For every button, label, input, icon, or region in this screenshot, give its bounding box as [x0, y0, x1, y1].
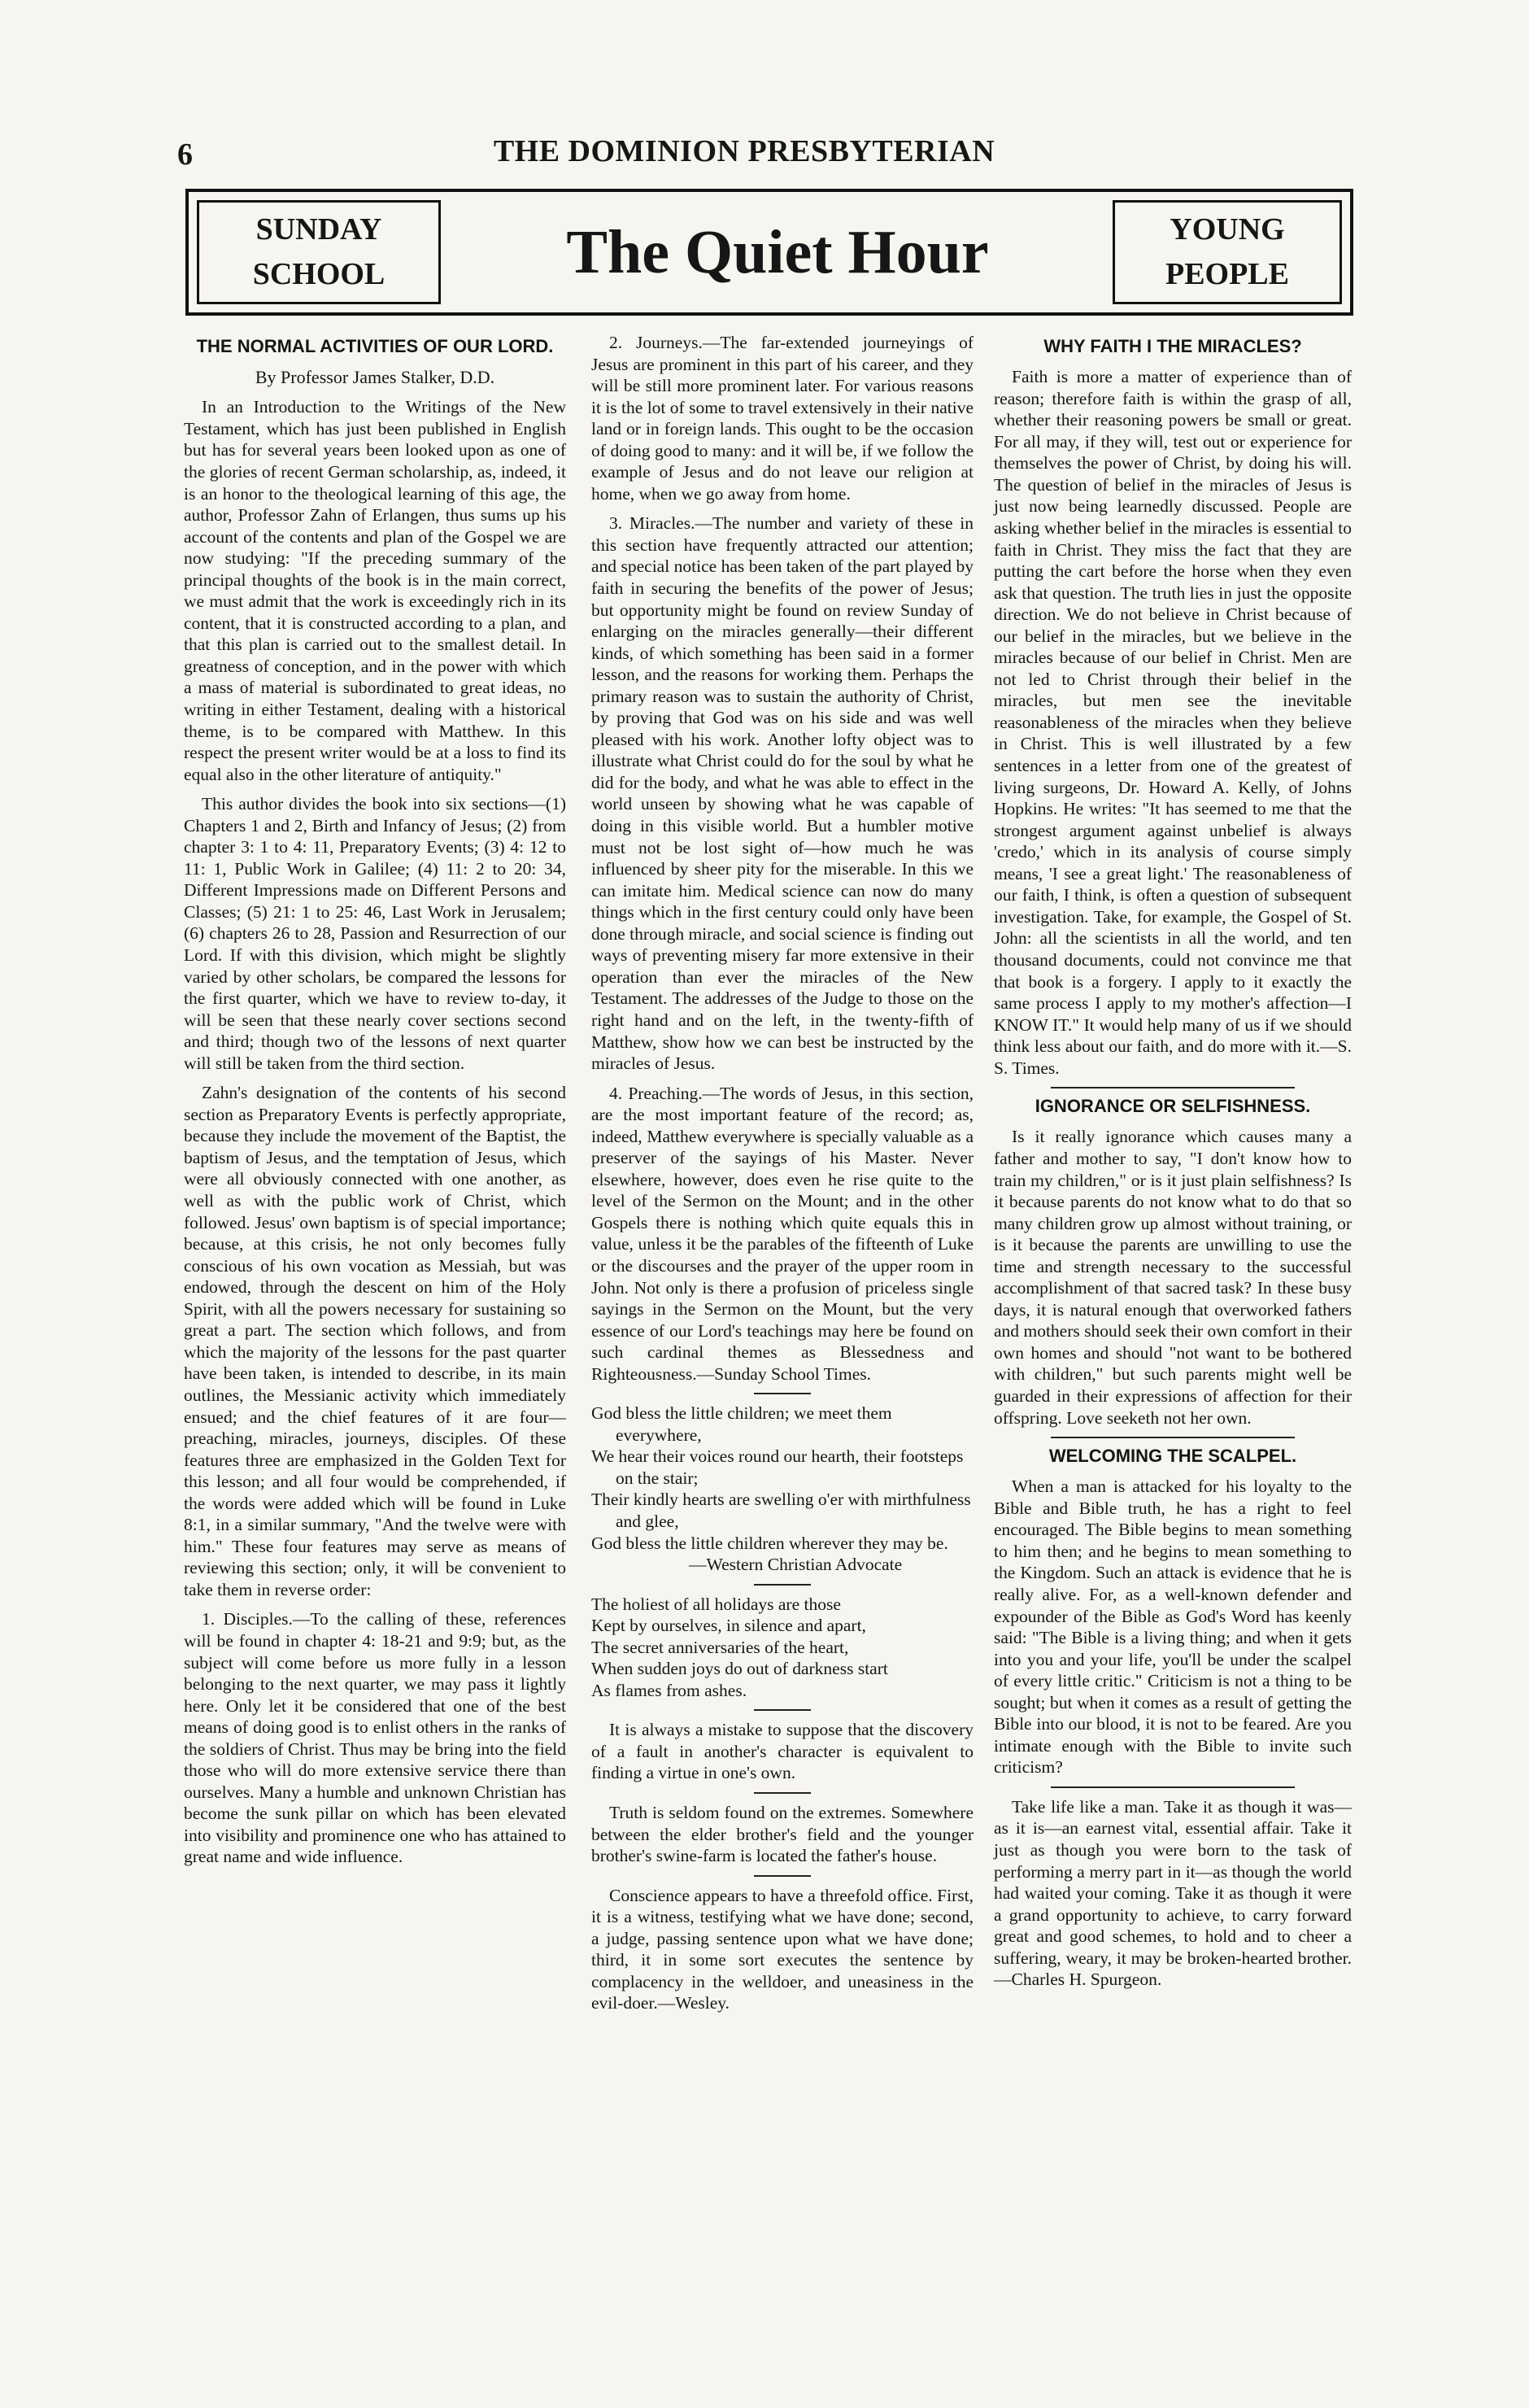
poem-holidays: [591, 1594, 974, 1702]
page-number: 6: [177, 137, 193, 172]
banner-title: The Quiet Hour: [566, 217, 989, 286]
article-paragraph: 4. Preaching.—The words of Jesus, in this section, are the most important feature of the record; as, indeed, Matthew everywhere is specially valuable as a preserver of the sayings of his Master. Never elsewhere, however, does even he rise quite to the level of the Sermon on the Mount; and in the other Gospels there is nothing which quite equals this in value, unless it be the parables of the fifteenth of Luke or the discourses and the prayer of the upper room in John. Not only is there a profusion of priceless single sayings in the Sermon on the Mount, but the very essence of our Lord's teachings may here be found on such cardinal themes as Blessedness and Righteousness.—Sunday School Times.: [591, 1083, 974, 1384]
column-3: [994, 332, 1352, 1999]
article-headline: WELCOMING THE SCALPEL.: [1048, 1446, 1297, 1467]
article-paragraph: Is it really ignorance which causes many a father and mother to say, "I don't know how to train my children," or is it just plain selfishness? Is it because parents do not know what to do that so many children grow up almost without training, or is it because the parents are unwilling to use the time and strength necessary to the successful accomplishment of that sacred task? In these busy days, it is natural enough that overworked fathers and mothers should seek their own comfort in their own homes and should "not want to be bothered with children," but such parents might well be guarded in their expressions of affection for their offspring. Love seeketh not her own.: [994, 1127, 1352, 1428]
poem-line: God bless the little children; we meet them everywhere,: [591, 1403, 892, 1445]
section-banner: [185, 189, 1353, 316]
poem-line: Their kindly hearts are swelling o'er with mirthfulness and glee,: [591, 1490, 971, 1531]
banner-left-line1: SUNDAY: [255, 212, 382, 246]
poem-line: Kept by ourselves, in silence and apart,: [591, 1616, 866, 1636]
article-paragraph: This author divides the book into six sections—(1) Chapters 1 and 2, Birth and Infancy of Jesus; (2) from chapter 3: 1 to 4: 11, Preparatory Events; (3) 4: 12 to 11: 1, Public Work in Galilee; (4) 11: 2 to 20: 34, Different Impressions made on Different Persons and Classes; (5) 21: 1 to 25: 46, Last Work in Jerusalem; (6) chapters 26 to 28, Passion and Resurrection of our Lord. If with this division, which might be slightly varied by other scholars, be compared the lessons for the first quarter, which we have to review to-day, it will be seen that these nearly cover sections second and third; though two of the lessons of next quarter will still be taken from the third section.: [184, 794, 566, 1073]
separator-rule: [1051, 1437, 1295, 1438]
article-headline: THE NORMAL ACTIVITIES OF OUR LORD.: [196, 336, 554, 356]
poem-line: When sudden joys do out of darkness start: [591, 1659, 888, 1679]
poem-line: We hear their voices round our hearth, their footsteps on the stair;: [591, 1446, 964, 1488]
column-2: [591, 332, 974, 2022]
banner-right-box: [1113, 200, 1342, 304]
banner-left-line2: SCHOOL: [252, 257, 386, 291]
article-paragraph: Conscience appears to have a threefold office. First, it is a witness, testifying what we have done; second, a judge, passing sentence upon what we have done; third, it in some sort executes the sentence by complacency in the welldoer, and uneasiness in the evil-doer.—Wesley.: [591, 1885, 974, 2013]
separator-rule: [1051, 1087, 1295, 1088]
separator-rule: [754, 1584, 811, 1586]
poem-line: God bless the little children wherever they may be.: [591, 1533, 948, 1553]
poem-attribution: —Western Christian Advocate: [689, 1555, 903, 1575]
article-paragraph: 3. Miracles.—The number and variety of these in this section have frequently attracted our attention; and special notice has been taken of the part played by faith in securing the benefits of the power of Jesus; but opportunity might be found on review Sunday of enlarging on the miracles generally—their different kinds, of which something has been said in a former lesson, and the reasons for working them. Perhaps the primary reason was to sustain the authority of Christ, by proving that God was on his side and was well pleased with his work. Another lofty object was to illustrate what Christ could do for the soul by what he did for the body, and what he was able to effect in the world unseen by showing what he was capable of doing in this visible world. But a humbler motive must not be lost sight of—how much he was influenced by sheer pity for the miserable. In this we can imitate him. Medical science can now do many things which in the first century could only have been done through miracle, and social science is finding out ways of preventing misery far more extensive in their operation than ever the miracles of the New Testament. The addresses of the Judge to those on the right hand and on the left, in the twenty-fifth of Matthew, show how we can best be instructed by the miracles of Jesus.: [591, 513, 974, 1074]
article-headline: WHY FAITH I THE MIRACLES?: [1043, 336, 1302, 356]
separator-rule: [754, 1393, 811, 1394]
banner-right-line1: YOUNG: [1170, 212, 1285, 246]
article-paragraph: 2. Journeys.—The far-extended journeyings of Jesus are prominent in this part of his career, and they will be still more prominent later. For various reasons it is the lot of some to travel extensively in their native land or in foreign lands. This ought to be the occasion of doing good to many: and it will be, if we follow the example of Jesus and do not leave our religion at home, when we go away from home.: [591, 333, 974, 504]
poem-line: The secret anniversaries of the heart,: [591, 1637, 849, 1657]
running-head: THE DOMINION PRESBYTERIAN: [493, 134, 995, 168]
separator-rule: [754, 1875, 811, 1877]
separator-rule: [754, 1709, 811, 1711]
banner-left-box: [197, 200, 441, 304]
article-paragraph: Take life like a man. Take it as though it was—as it is—an earnest vital, essential affair. Take it just as though you were born to the task of performing a merry part in it—as though the world had waited your coming. Take it as though it were a grand opportunity to achieve, to carry forward great and good schemes, to hold and to cheer a suffering, weary, it may be broken-hearted brother.—Charles H. Spurgeon.: [994, 1796, 1352, 1990]
article-paragraph: In an Introduction to the Writings of the New Testament, which has just been published in English but has for several years been looked upon as one of the glories of recent German scholarship, as, indeed, it is an honor to the theological learning of this age, the author, Professor Zahn of Erlangen, thus sums up his account of the contents and plan of the Gospel we are now studying: "If the preceding summary of the principal thoughts of the book is in the main correct, we must admit that the work is exceedingly rich in its content, that it is constructed according to a plan, and that this plan is carried out to the smallest detail. In greatness of conception, and in the power with which a mass of material is subordinated to great ideas, no writing in either Testament, dealing with a historical theme, is to be compared with Matthew. In this respect the present writer would be at a loss to find its equal also in the other literature of antiquity.": [184, 397, 566, 784]
separator-rule: [1051, 1786, 1295, 1788]
separator-rule: [754, 1792, 811, 1794]
article-paragraph: 1. Disciples.—To the calling of these, references will be found in chapter 4: 18-21 and 9:9; but, as the subject will come before us more fully in a lesson belonging to the next quarter, we may pass it lightly here. Only let it be considered that one of the best means of doing good is to enlist others in the ranks of the soldiers of Christ. Thus may be bring into the field those who will do more extensive service there than ourselves. Many a humble and unknown Christian has become the sunk pillar on which has been elevated into visibility and prominence one who has attained to great name and wide influence.: [184, 1609, 566, 1867]
column-1: [184, 332, 566, 1876]
banner-right-line2: PEOPLE: [1165, 257, 1290, 291]
article-paragraph: It is always a mistake to suppose that the discovery of a fault in another's character is equivalent to finding a virtue in one's own.: [591, 1720, 974, 1783]
article-paragraph: Truth is seldom found on the extremes. Somewhere between the elder brother's field and the younger brother's swine-farm is located the father's house.: [591, 1803, 974, 1866]
article-headline: IGNORANCE OR SELFISHNESS.: [1035, 1096, 1311, 1117]
article-byline: By Professor James Stalker, D.D.: [255, 367, 495, 388]
poem-children: [591, 1402, 974, 1575]
poem-line: As flames from ashes.: [591, 1680, 747, 1700]
article-paragraph: Zahn's designation of the contents of his second section as Preparatory Events is perfectly appropriate, because they include the movement of the Baptist, the baptism of Jesus, and the temptation of Jesus, which were all obviously connected with one another, as well as with the public work of Christ, which followed. Jesus' own baptism is of special importance; because, at this crisis, he not only becomes fully conscious of his own vocation as Messiah, but was endowed, through the descent on him of the Holy Spirit, with all the powers necessary for sustaining so great a part. The section which follows, and from which the majority of the lessons for the past quarter have been taken, is intended to describe, in its main outlines, the Messianic activity which immediately ensued; and the chief features of it are four—preaching, miracles, journeys, disciples. Of these features three are emphasized in the Golden Text for this lesson; and all four would be comprehended, if the words were added which will be found in Luke 8:1, in a similar summary, "And the twelve were with him." These four features may serve as means of reviewing this section; only, it will be convenient to take them in reverse order:: [184, 1083, 566, 1599]
article-paragraph: Faith is more a matter of experience than of reason; therefore faith is within the grasp of all, whether their reasoning powers be small or great. For all may, if they will, test out or experience for themselves the power of Christ, by doing his will. The question of belief in the miracles of Jesus is just now being learnedly discussed. People are asking whether belief in the miracles is essential to faith in Christ. They miss the fact that they are putting the cart before the horse when they even ask that question. The truth lies in just the opposite direction. We do not believe in Christ because of our belief in the miracles, but we believe in the miracles because of our belief in Christ. Men are not led to Christ through their belief in the miracles, but men see the inevitable reasonableness of the miracles when they believe in Christ. This is well illustrated by a few sentences in a letter from one of the greatest of living surgeons, Dr. Howard A. Kelly, of Johns Hopkins. He writes: "It has seemed to me that the strongest argument against unbelief is always 'credo,' which in its analysis of course simply means, 'I see a great light.' The reasonableness of our faith, I think, is often a question of subsequent investigation. Take, for example, the Gospel of St. John: all the scientists in all the world, and ten thousand documents, could not convince me that that book is a forgery. I apply to it exactly the same process I apply to my mother's affection—I KNOW IT." It would help many of us if we should think less about our faith, and do more with it.—S. S. Times.: [994, 367, 1352, 1078]
poem-line: The holiest of all holidays are those: [591, 1594, 841, 1614]
article-paragraph: When a man is attacked for his loyalty to the Bible and Bible truth, he has a right to feel encouraged. The Bible begins to mean something to him then; and he begins to mean something to the Kingdom. Such an attack is evidence that he is really alive. For, as a well-known defender and expounder of the Bible as God's Word has keenly said: "The Bible is a living thing; and when it gets into you and your life, you'll be under the scalpel of every little critic." Criticism is not a thing to be sought; but when it comes as a result of getting the Bible into our blood, it is not to be feared. Are you intimate enough with the Bible to invite such criticism?: [994, 1477, 1352, 1778]
